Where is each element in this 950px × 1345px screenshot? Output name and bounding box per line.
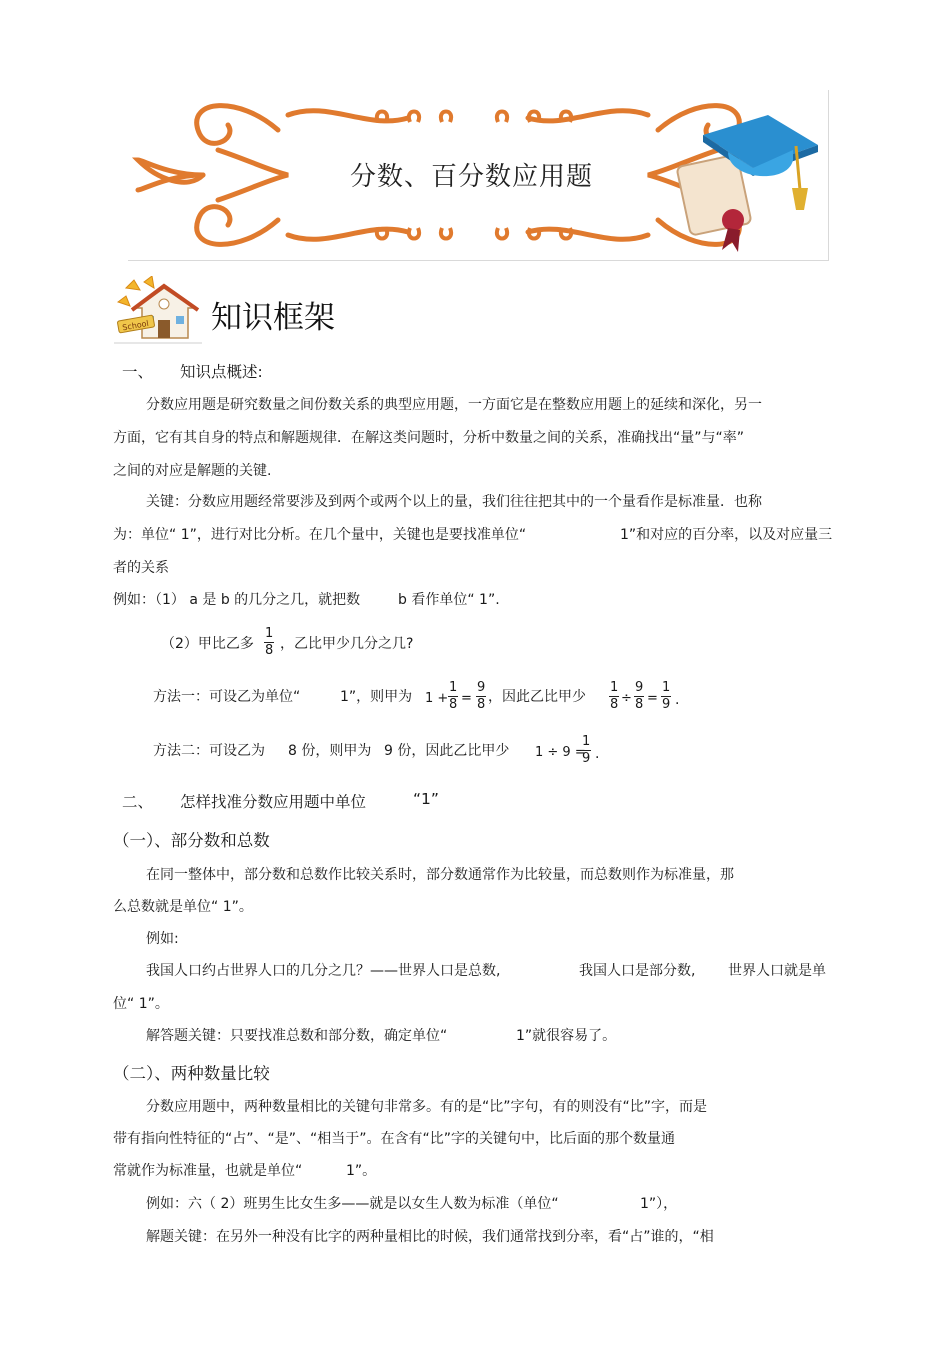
math-expression: 1 ÷ 9 = [535,745,586,760]
paragraph-line: 在同一整体中，部分数和总数作比较关系时，部分数通常作为比较量，而总数则作为标准量，那 [146,867,734,883]
subheading: （二）、两种数量比较 [113,1064,270,1083]
paragraph-line: 为：单位“ 1”，进行对比分析。在几个量中，关键也是要找准单位“ [113,527,527,543]
fraction-one-ninth: $\frac{1}{9}$ [662,680,671,712]
paragraph-line: 我国人口是部分数, [579,963,696,979]
part1-heading: 知识点概述: [180,363,263,381]
paragraph-line: 么总数就是单位“ 1”。 [113,899,253,915]
fraction-one-eighth: $\frac{1}{8}$ [265,626,274,658]
paragraph-line: 1”和对应的百分率，以及对应量三 [620,527,833,543]
part2-heading: 怎样找准分数应用题中单位 [180,793,367,811]
paragraph-line: 位“ 1”。 [113,996,169,1012]
math-expression: ÷ [621,691,632,706]
fraction-one-ninth: $\frac{1}{9}$ [582,734,591,766]
paragraph-line: 带有指向性特征的“占”、“是”、“相当于”。在含有“比”字的关键句中，比后面的那个数量通 [113,1131,676,1147]
method-line: 9 份，因此乙比甲少 [384,743,510,759]
method-line: 8 份，则甲为 [288,743,372,759]
paragraph-line: 方面，它有其自身的特点和解题规律．在解这类问题时，分析中数量之间的关系，准确找出“量”与“率” [113,430,745,446]
math-expression: . [675,692,680,708]
paragraph-line: 我国人口约占世界人口的几分之几？——世界人口是总数, [146,963,501,979]
math-expression: 1 + [425,691,449,706]
part2-heading-number: 二、 [122,793,154,811]
method-line: ，因此乙比甲少 [488,689,586,705]
paragraph-line: 世界人口就是单 [728,963,826,979]
fraction-one-eighth: $\frac{1}{8}$ [610,680,619,712]
paragraph-line: 解答题关键：只要找准总数和部分数，确定单位“ [146,1028,448,1044]
paragraph-line: 分数应用题是研究数量之间份数关系的典型应用题，一方面它是在整数应用题上的延续和深化，另一 [146,397,762,413]
example-line: b 看作单位“ 1”. [398,592,500,608]
page-title: 分数、百分数应用题 [350,162,594,192]
example-line: 例如：（1） a 是 b 的几分之几，就把数 [113,592,361,608]
paragraph-line: 常就作为标准量，也就是单位“ [113,1163,303,1179]
part2-heading-quote: “1” [413,790,439,808]
subheading: （一）、部分数和总数 [113,831,270,850]
method-line: 方法二：可设乙为 [153,743,265,759]
paragraph-line: 关键：分数应用题经常要涉及到两个或两个以上的量，我们往往把其中的一个量看作是标准量．也称 [146,494,762,510]
title-banner [128,90,829,261]
fraction-one-eighth: $\frac{1}{8}$ [449,680,458,712]
paragraph-line: 者的关系 [113,560,169,576]
math-expression: = [647,691,658,706]
example-line: ，乙比甲少几分之几? [280,636,414,652]
paragraph-line: 解题关键：在另外一种没有比字的两种量相比的时候，我们通常找到分率，看“占”谁的，“相 [146,1229,714,1245]
paragraph-line: 1”。 [346,1163,377,1179]
fraction-nine-eighths: $\frac{9}{8}$ [635,680,644,712]
paragraph-line: 1”就很容易了。 [516,1028,617,1044]
paragraph-line: 之间的对应是解题的关键. [113,463,272,479]
section-title: 知识框架 [211,300,335,336]
math-expression: = [461,691,472,706]
paragraph-line: 例如: [146,931,179,947]
paragraph-line: 例如：六（ 2）班男生比女生多——就是以女生人数为标准（单位“ [146,1196,559,1212]
fraction-nine-eighths: $\frac{9}{8}$ [477,680,486,712]
paragraph-line: 分数应用题中，两种数量相比的关键句非常多。有的是“比”字句，有的则没有“比”字，而是 [146,1099,708,1115]
method-line: 方法一：可设乙为单位“ [153,689,301,705]
school-house-icon [114,276,202,344]
paragraph-line: 1”）， [640,1196,678,1212]
math-expression: . [595,746,600,762]
part1-heading-number: 一、 [122,363,154,381]
school-sign-text: School [121,318,150,333]
example-line: （2）甲比乙多 [161,636,254,652]
method-line: 1”，则甲为 [340,689,413,705]
